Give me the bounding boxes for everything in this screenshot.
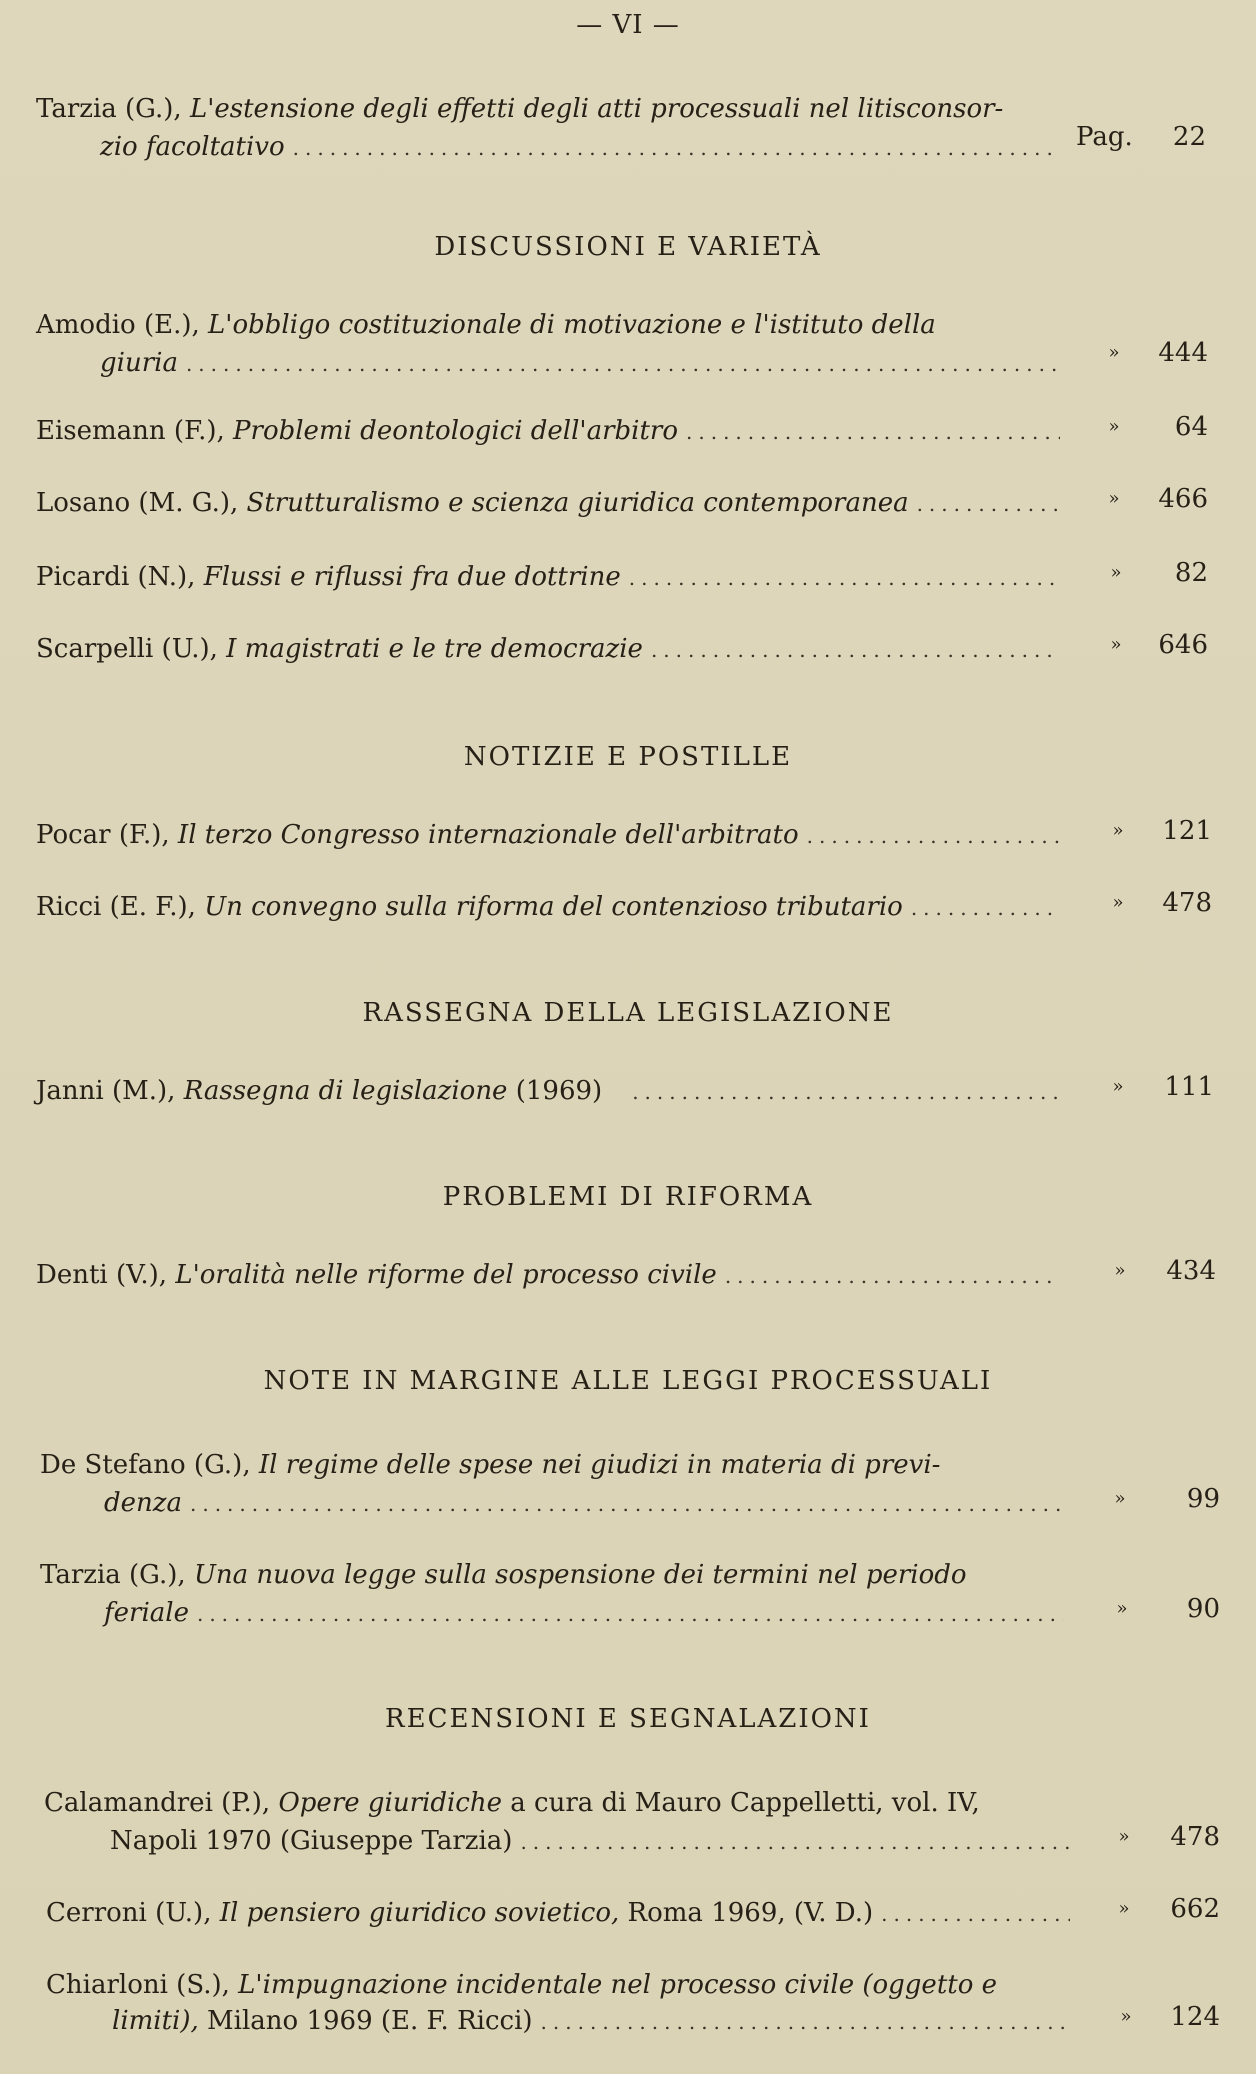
entry-author: Chiarloni (S.), <box>46 1970 230 2000</box>
leader-dots <box>881 1895 1070 1933</box>
ditto-mark: » <box>1112 1076 1124 1097</box>
entry-title: Rassegna di legislazione <box>183 1076 508 1106</box>
pag-label: Pag. <box>1076 122 1133 152</box>
entry-title-cont: zio facoltativo <box>100 132 285 162</box>
entry-page: 82 <box>1174 558 1208 588</box>
entry-line-1 <box>36 888 1066 926</box>
leader-dots <box>686 413 1060 451</box>
entry-author: Eisemann (F.), <box>36 416 225 446</box>
entry-title: L'oralità nelle riforme del processo civile <box>175 1260 717 1290</box>
entry-page: 466 <box>1158 484 1208 514</box>
entry-title: L'impugnazione incidentale nel processo civile (oggetto e <box>238 1970 998 2000</box>
ditto-mark: » <box>1110 634 1122 655</box>
leader-dots <box>293 129 1056 167</box>
entry-line-1 <box>36 412 1066 450</box>
entry-title: L'estensione degli effetti degli atti processuali nel litisconsor- <box>189 94 1004 124</box>
leader-dots <box>911 889 1060 927</box>
entry-author: De Stefano (G.), <box>40 1450 251 1480</box>
leader-dots <box>541 2003 1070 2041</box>
entry-page: 64 <box>1174 412 1208 442</box>
ditto-mark: » <box>1118 1826 1130 1847</box>
leader-dots <box>807 817 1060 855</box>
entry-title-cont: feriale <box>104 1598 189 1628</box>
entry-title: L'obbligo costituzionale di motivazione e l'istituto della <box>208 310 936 340</box>
section-heading: RECENSIONI E SEGNALAZIONI <box>385 1704 871 1734</box>
leader-dots <box>632 1073 1060 1111</box>
leader-dots <box>197 1595 1064 1633</box>
entry-page: 662 <box>1170 1894 1220 1924</box>
entry-line-2 <box>104 1484 1070 1522</box>
ditto-mark: » <box>1112 820 1124 841</box>
entry-line-1 <box>36 484 1066 522</box>
entry-page: 90 <box>1186 1594 1220 1624</box>
entry-page: 478 <box>1162 888 1212 918</box>
entry-title: Una nuova legge sulla sospensione dei termini nel periodo <box>193 1560 967 1590</box>
entry-title-cont: giuria <box>100 348 178 378</box>
entry-page: 434 <box>1166 1256 1216 1286</box>
leader-dots <box>917 485 1060 523</box>
ditto-mark: » <box>1114 1260 1126 1281</box>
leader-dots <box>186 345 1060 383</box>
entry-author: Denti (V.), <box>36 1260 168 1290</box>
entry-author: Tarzia (G.), <box>36 94 182 124</box>
entry-year: (1969) <box>515 1076 603 1106</box>
section-heading: NOTE IN MARGINE ALLE LEGGI PROCESSUALI <box>263 1366 993 1396</box>
entry-page: 121 <box>1162 816 1212 846</box>
entry-details-cont: Napoli 1970 (Giuseppe Tarzia) <box>110 1826 513 1856</box>
entry-author: Pocar (F.), <box>36 820 170 850</box>
entry-author: Scarpelli (U.), <box>36 634 218 664</box>
entry-line-1 <box>36 90 1066 128</box>
entry-title: Il regime delle spese nei giudizi in materia di previ- <box>258 1450 941 1480</box>
entry-author: Cerroni (U.), <box>46 1898 212 1928</box>
entry-line-1 <box>46 1894 1076 1932</box>
section-heading: NOTIZIE E POSTILLE <box>463 742 793 772</box>
entry-line-2 <box>104 1594 1070 1632</box>
entry-page: 99 <box>1186 1484 1220 1514</box>
entry-details: Roma 1969, (V. D.) <box>627 1898 874 1928</box>
ditto-mark: » <box>1108 488 1120 509</box>
entry-line-1 <box>36 1072 1066 1110</box>
section-heading: DISCUSSIONI E VARIETÀ <box>434 232 822 262</box>
entry-line-1 <box>36 558 1066 596</box>
ditto-mark: » <box>1110 562 1122 583</box>
entry-title: Flussi e riflussi fra due dottrine <box>203 562 621 592</box>
entry-title: I magistrati e le tre democrazie <box>226 634 643 664</box>
entry-line-1 <box>44 1784 1084 1822</box>
ditto-mark: » <box>1120 2006 1132 2027</box>
entry-line-1 <box>36 816 1066 854</box>
entry-page: 124 <box>1170 2002 1220 2032</box>
entry-author: Picardi (N.), <box>36 562 196 592</box>
entry-page: 478 <box>1170 1822 1220 1852</box>
ditto-mark: » <box>1108 342 1120 363</box>
leader-dots <box>629 559 1060 597</box>
leader-dots <box>725 1257 1060 1295</box>
entry-line-2 <box>112 2002 1076 2040</box>
entry-line-1 <box>40 1446 1070 1484</box>
entry-line-2 <box>110 1822 1076 1860</box>
page-number: — VI — <box>576 10 680 40</box>
ditto-mark: » <box>1116 1598 1128 1619</box>
entry-line-1 <box>40 1556 1070 1594</box>
entry-line-2 <box>100 344 1066 382</box>
ditto-mark: » <box>1118 1898 1130 1919</box>
entry-line-1 <box>46 1966 1086 2004</box>
leader-dots <box>651 631 1060 669</box>
entry-details-cont: Milano 1969 (E. F. Ricci) <box>207 2006 533 2036</box>
ditto-mark: » <box>1112 892 1124 913</box>
entry-title-cont: denza <box>104 1488 182 1518</box>
entry-page: 646 <box>1158 630 1208 660</box>
entry-line-1 <box>36 306 1066 344</box>
entry-author: Losano (M. G.), <box>36 488 239 518</box>
entry-page: 22 <box>1172 122 1206 152</box>
section-heading: RASSEGNA DELLA LEGISLAZIONE <box>362 998 894 1028</box>
entry-title: Problemi deontologici dell'arbitro <box>233 416 678 446</box>
entry-title: Il terzo Congresso internazionale dell'arbitrato <box>177 820 799 850</box>
entry-line-1 <box>36 1256 1066 1294</box>
entry-line-2 <box>100 128 1062 166</box>
entry-title-cont: limiti), <box>112 2006 199 2036</box>
leader-dots <box>190 1485 1064 1523</box>
entry-title: Il pensiero giuridico sovietico, <box>219 1898 620 1928</box>
entry-author: Janni (M.), <box>36 1076 176 1106</box>
ditto-mark: » <box>1114 1488 1126 1509</box>
entry-page: 444 <box>1158 338 1208 368</box>
entry-title: Un convegno sulla riforma del contenzioso tributario <box>204 892 903 922</box>
section-heading: PROBLEMI DI RIFORMA <box>442 1182 814 1212</box>
entry-title: Strutturalismo e scienza giuridica contemporanea <box>246 488 909 518</box>
leader-dots <box>520 1823 1070 1861</box>
entry-title: Opere giuridiche <box>278 1788 502 1818</box>
entry-author: Amodio (E.), <box>36 310 200 340</box>
entry-author: Tarzia (G.), <box>40 1560 186 1590</box>
entry-details: a cura di Mauro Cappelletti, vol. IV, <box>510 1788 980 1818</box>
ditto-mark: » <box>1108 416 1120 437</box>
entry-page: 111 <box>1164 1072 1214 1102</box>
entry-line-1 <box>36 630 1066 668</box>
entry-author: Ricci (E. F.), <box>36 892 196 922</box>
entry-author: Calamandrei (P.), <box>44 1788 271 1818</box>
